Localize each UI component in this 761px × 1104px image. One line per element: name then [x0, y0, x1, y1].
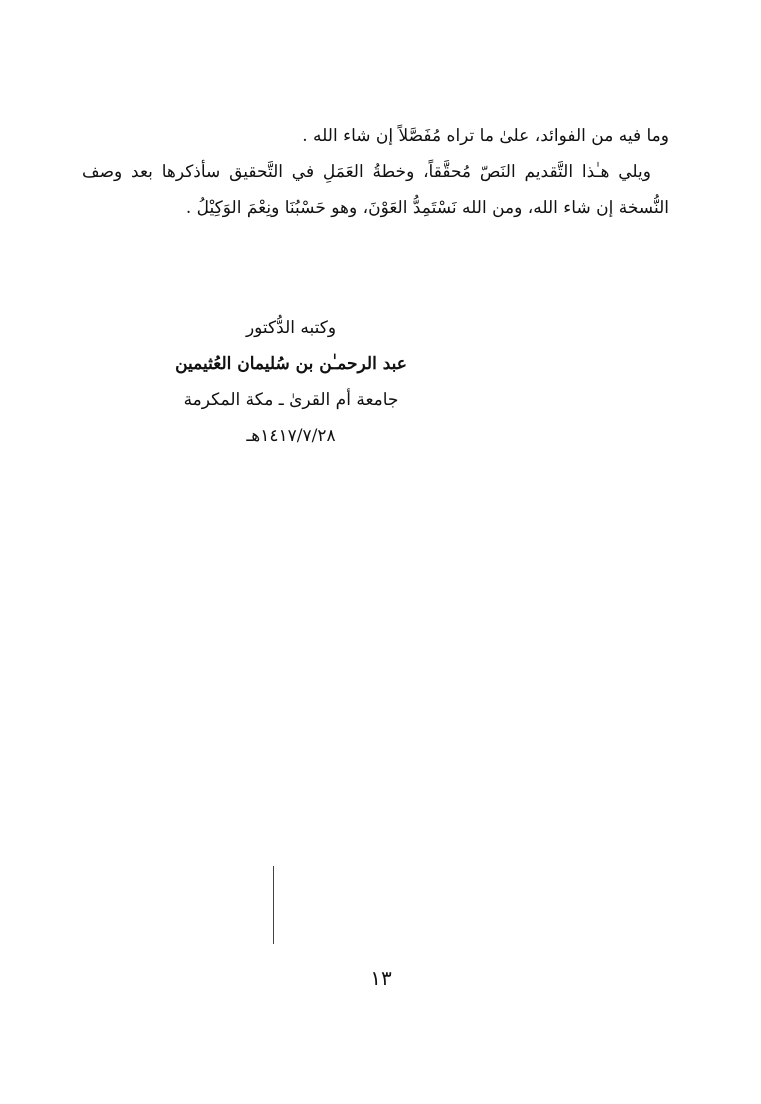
body-text — [82, 118, 669, 226]
author-affiliation: جامعة أم القرىٰ ـ مكة المكرمة — [183, 390, 399, 410]
margin-rule — [273, 866, 274, 944]
paragraph-method: ويلي هـٰذا التَّقديم النَصّ مُحقَّقاً، وخطةُ العَمَلِ في التَّحقيق سأذكرها بعد وصف النُّسخة إن شاء الله، ومن الله نَسْتَمِدُّ العَوْنَ، وهو حَسْبُنَا ونِعْمَ الوَكِيْلُ . — [82, 162, 669, 218]
author-name: عبد الرحمـٰن بن سُليمان العُثيمين — [175, 354, 407, 374]
signature-block — [170, 310, 412, 454]
page-number: ١٣ — [370, 966, 392, 990]
signature-intro: وكتبه الدُّكتور — [245, 318, 337, 338]
paragraph-benefits: وما فيه من الفوائد، علىٰ ما تراه مُفَصَّلاً إن شاء الله . — [302, 126, 669, 146]
signature-date: ١٤١٧/٧/٢٨هـ — [246, 426, 336, 446]
